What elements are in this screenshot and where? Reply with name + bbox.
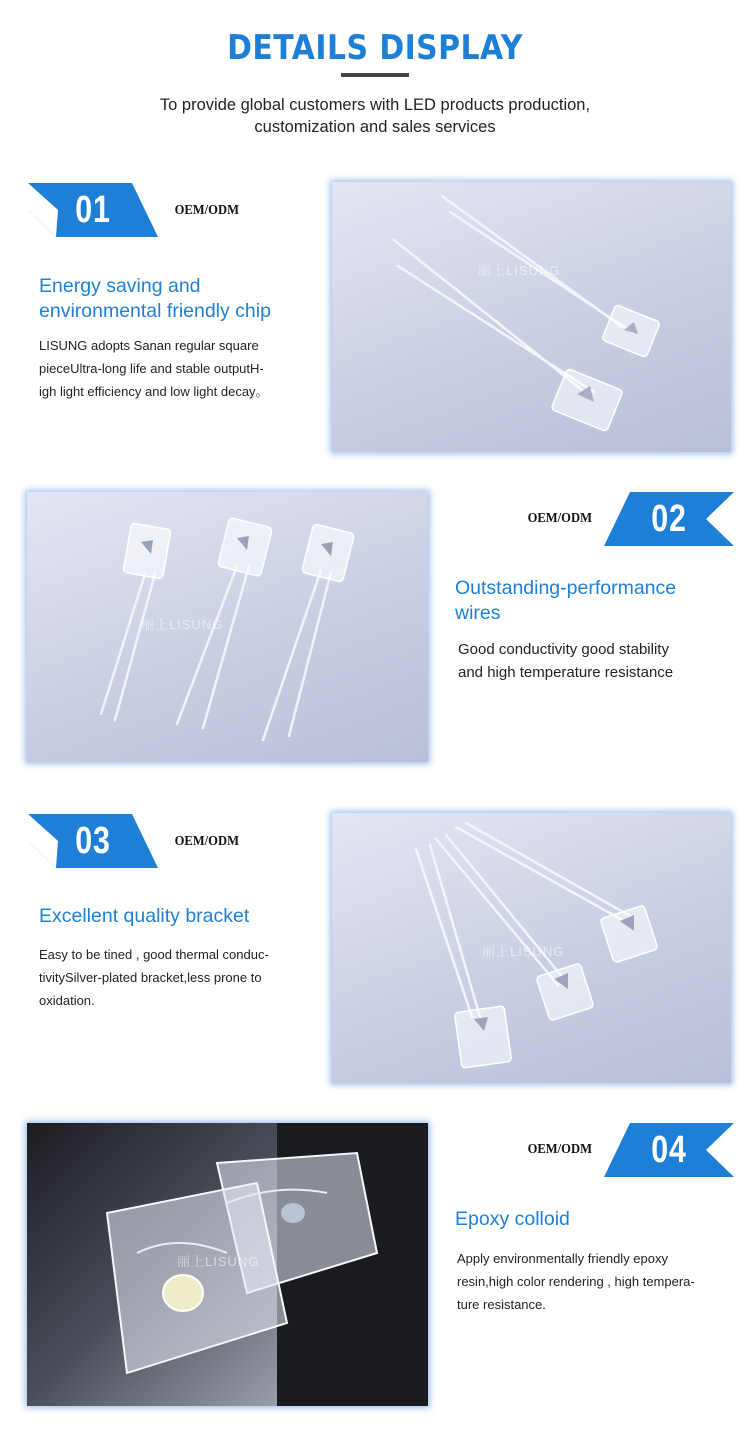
section-2-title-line-2: wires	[455, 602, 501, 624]
section-4-led-closeup-photo	[27, 1123, 428, 1406]
section-2-led-photo	[27, 492, 428, 762]
section-4-body-line-1: Apply environmentally friendly epoxy	[457, 1251, 668, 1266]
section-4-body-line-2: resin,high color rendering , high tempera-	[457, 1274, 695, 1289]
section-3-body-line-1: Easy to be tined , good thermal conduc-	[39, 947, 269, 962]
section-2-number: 02	[651, 497, 687, 540]
section-2-description	[458, 638, 673, 684]
section-1-description	[39, 334, 269, 403]
section-1-body-line-2: pieceUltra-long life and stable outputH-	[39, 361, 264, 376]
section-3-title-line-1: Excellent quality bracket	[39, 905, 250, 927]
page-title: DETAILS DISPLAY	[227, 28, 523, 68]
section-4-watermark: 丽上LISUNG	[177, 1254, 260, 1269]
section-1-title	[39, 274, 271, 324]
section-1-body-line-1: LISUNG adopts Sanan regular square	[39, 338, 259, 353]
section-2-oem-label: OEM/ODM	[527, 511, 592, 526]
section-3-oem-label: OEM/ODM	[174, 834, 239, 849]
subtitle-line-1: To provide global customers with LED products production,	[159, 96, 591, 114]
section-1-led-photo	[332, 182, 731, 452]
title-underline	[341, 73, 409, 77]
section-3-title	[39, 904, 249, 929]
section-4-body-line-3: ture resistance.	[457, 1297, 546, 1312]
section-2-body-line-2: and high temperature resistance	[458, 664, 674, 681]
section-2-number-badge	[604, 492, 734, 546]
section-2-watermark: 丽上LISUNG	[141, 617, 224, 632]
section-3-number: 03	[75, 819, 111, 862]
section-4-oem-label: OEM/ODM	[527, 1142, 592, 1157]
section-4-title	[455, 1207, 570, 1232]
section-3-led-photo	[332, 813, 731, 1083]
section-3-description	[39, 943, 269, 1012]
section-3-body-line-3: oxidation.	[39, 993, 95, 1008]
section-3-number-badge	[28, 814, 158, 868]
section-4-title-line-1: Epoxy colloid	[455, 1208, 570, 1230]
section-1-number: 01	[75, 188, 111, 231]
section-2-title	[455, 576, 676, 626]
subtitle-line-2: customization and sales services	[254, 118, 496, 136]
section-1-body-line-3: igh light efficiency and low light decay。	[39, 384, 269, 399]
section-3-body-line-2: tivitySilver-plated bracket,less prone to	[39, 970, 262, 985]
page-subtitle	[0, 94, 750, 138]
section-2-body-line-1: Good conductivity good stability	[458, 641, 669, 658]
section-1-oem-label: OEM/ODM	[174, 203, 239, 218]
section-1-title-line-2: environmental friendly chip	[39, 300, 271, 322]
section-3-watermark: 丽上LISUNG	[482, 944, 565, 959]
section-4-number: 04	[651, 1128, 687, 1171]
section-1-watermark: 丽上LISUNG	[478, 263, 561, 278]
section-1-number-badge	[28, 183, 158, 237]
section-2-title-line-1: Outstanding-performance	[455, 577, 677, 599]
section-1-title-line-1: Energy saving and	[39, 275, 201, 297]
section-4-number-badge	[604, 1123, 734, 1177]
section-4-description	[457, 1247, 695, 1316]
